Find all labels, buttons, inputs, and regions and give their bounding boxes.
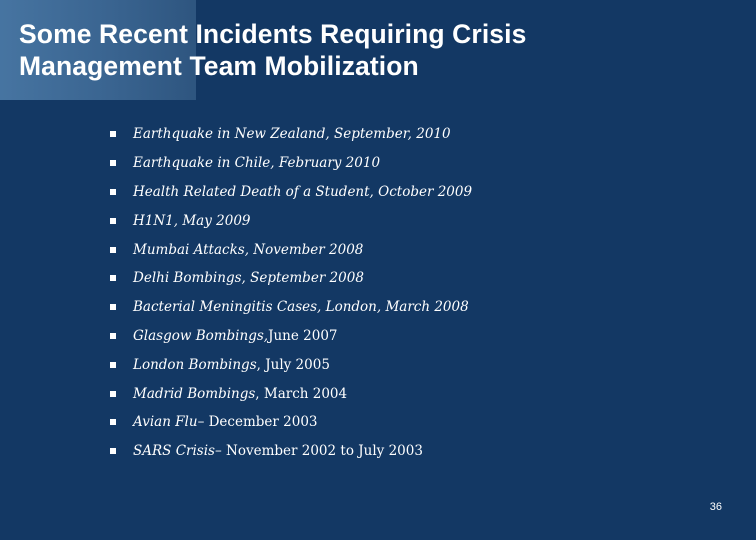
slide-title xyxy=(19,18,739,82)
incident-text: Mumbai Attacks, November 2008 xyxy=(133,241,364,258)
square-bullet-icon xyxy=(110,218,116,224)
incident-date: – November 2002 to July 2003 xyxy=(214,443,423,460)
square-bullet-icon xyxy=(110,131,116,137)
square-bullet-icon xyxy=(110,362,116,368)
list-item xyxy=(110,178,472,207)
incident-text: Health Related Death of a Student, October 2009 xyxy=(133,183,473,200)
incident-list xyxy=(110,120,472,466)
square-bullet-icon xyxy=(110,391,116,397)
square-bullet-icon xyxy=(110,247,116,253)
incident-text: Earthquake in Chile, February 2010 xyxy=(133,155,381,172)
incident-text: Avian Flu xyxy=(133,414,198,431)
list-item xyxy=(110,293,472,322)
incident-text: Delhi Bombings, September 2008 xyxy=(133,270,364,287)
incident-text: Earthquake in New Zealand, September, 2010 xyxy=(133,126,451,143)
incident-date: , March 2004 xyxy=(255,385,348,402)
list-item xyxy=(110,350,472,379)
list-item xyxy=(110,120,472,149)
square-bullet-icon xyxy=(110,160,116,166)
list-item xyxy=(110,437,472,466)
square-bullet-icon xyxy=(110,333,116,339)
incident-text: Glasgow Bombings, xyxy=(133,327,269,344)
incident-text: H1N1, May 2009 xyxy=(133,212,251,229)
incident-date: June 2007 xyxy=(268,327,338,344)
slide-title-line-1: Some Recent Incidents Requiring Crisis xyxy=(19,19,527,49)
list-item xyxy=(110,408,472,437)
incident-date: – December 2003 xyxy=(197,414,318,431)
list-item xyxy=(110,149,472,178)
square-bullet-icon xyxy=(110,189,116,195)
incident-text: London Bombings xyxy=(133,356,257,373)
list-item xyxy=(110,379,472,408)
list-item xyxy=(110,264,472,293)
list-item xyxy=(110,206,472,235)
incident-text: Madrid Bombings xyxy=(133,385,256,402)
square-bullet-icon xyxy=(110,275,116,281)
slide-title-line-2: Management Team Mobilization xyxy=(19,51,419,81)
square-bullet-icon xyxy=(110,304,116,310)
incident-date: , July 2005 xyxy=(256,356,330,373)
page-number: 36 xyxy=(709,501,722,513)
incident-text: SARS Crisis xyxy=(133,443,215,460)
square-bullet-icon xyxy=(110,419,116,425)
list-item xyxy=(110,235,472,264)
square-bullet-icon xyxy=(110,448,116,454)
list-item xyxy=(110,322,472,351)
incident-text: Bacterial Meningitis Cases, London, March 2008 xyxy=(133,299,469,316)
